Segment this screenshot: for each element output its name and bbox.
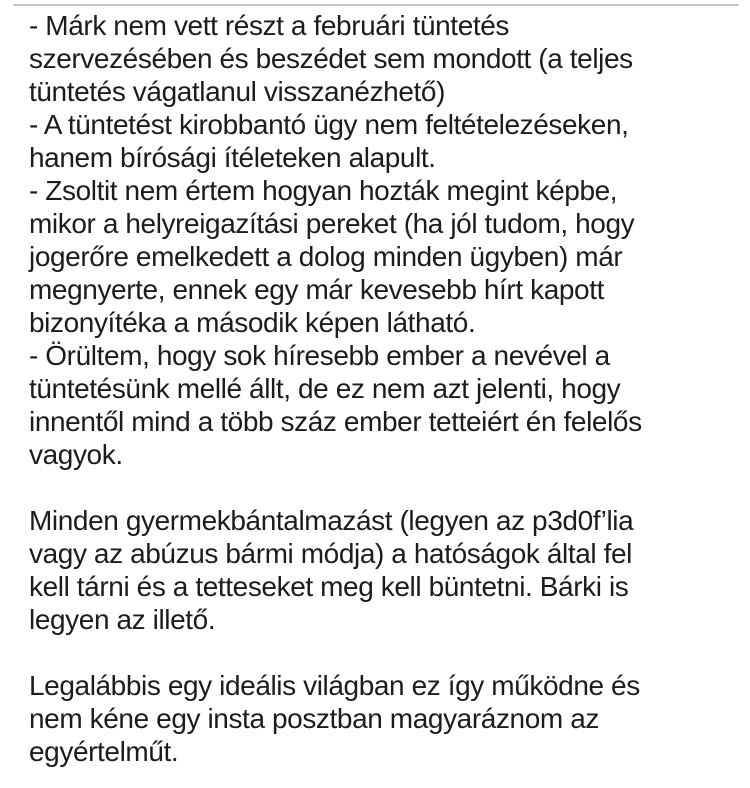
text-line: - A tüntetést kirobbantó ügy nem feltételezéseken, (29, 109, 629, 140)
paragraph-closing (29, 669, 732, 768)
paragraph-bullet-points (29, 9, 732, 471)
text-line: - Márk nem vett részt a februári tüntetés (29, 10, 510, 41)
text-line: kell tárni és a tetteseket meg kell büntetni. Bárki is (29, 571, 629, 602)
text-line: bizonyítéka a második képen látható. (29, 307, 476, 338)
text-line: tüntetésünk mellé állt, de ez nem azt jelenti, hogy (29, 373, 621, 404)
text-line: megnyerte, ennek egy már kevesebb hírt kapott (29, 274, 604, 305)
text-line: szervezésében és beszédet sem mondott (a teljes (29, 43, 633, 74)
text-line: mikor a helyreigazítási pereket (ha jól tudom, hogy (29, 208, 635, 239)
text-line: egyértelműt. (29, 736, 179, 767)
paragraph-statement (29, 504, 732, 636)
text-line: Minden gyermekbántalmazást (legyen az p3d0f’lia (29, 505, 634, 536)
text-line: nem kéne egy insta posztban magyaráznom az (29, 703, 599, 734)
top-divider (13, 4, 739, 6)
text-line: - Zsoltit nem értem hogyan hozták megint képbe, (29, 175, 618, 206)
post-text-block (29, 9, 732, 768)
text-line: jogerőre emelkedett a dolog minden ügyben) már (29, 241, 623, 272)
text-line: tüntetés vágatlanul visszanézhető) (29, 76, 445, 107)
text-line: - Örültem, hogy sok híresebb ember a nevével a (29, 340, 610, 371)
text-line: Legalábbis egy ideális világban ez így működne és (29, 670, 640, 701)
text-line: vagy az abúzus bármi módja) a hatóságok által fel (29, 538, 632, 569)
text-line: vagyok. (29, 439, 123, 470)
text-line: hanem bírósági ítéleteken alapult. (29, 142, 436, 173)
text-line: innentől mind a több száz ember tetteiért én felelős (29, 406, 642, 437)
text-line: legyen az illető. (29, 604, 216, 635)
